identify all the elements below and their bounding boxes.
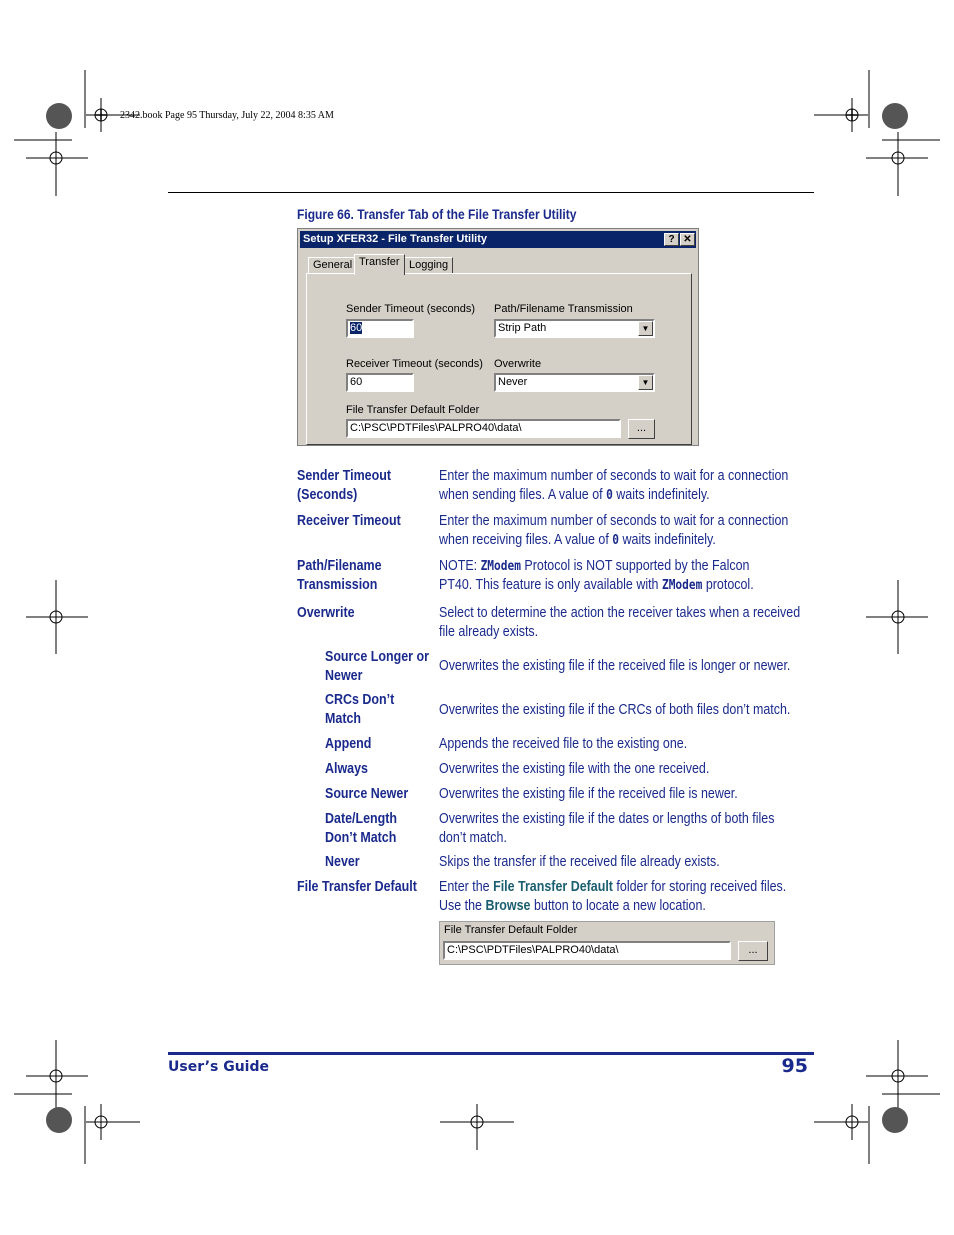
widget-browse-button[interactable]: ...: [738, 941, 768, 961]
desc-source-longer: Overwrites the existing file if the received file is longer or newer.: [439, 658, 791, 674]
desc-source-newer: Overwrites the existing file if the received file is newer.: [439, 786, 738, 802]
overwrite-label: Overwrite: [494, 358, 542, 370]
close-button[interactable]: ✕: [680, 233, 695, 246]
term-source-longer: Source Longer or Newer: [325, 649, 429, 684]
tab-transfer[interactable]: Transfer: [354, 254, 405, 275]
file-transfer-dialog: [297, 228, 699, 446]
term-source-newer: Source Newer: [325, 786, 409, 802]
desc-crcs-dont-match: Overwrites the existing file if the CRCs of both files don’t match.: [439, 702, 791, 718]
help-button[interactable]: ?: [664, 233, 679, 246]
path-transmission-label: Path/Filename Transmission: [494, 303, 633, 315]
footer-guide-title: User’s Guide: [168, 1059, 269, 1075]
overwrite-select[interactable]: Never ▼: [494, 373, 655, 392]
sender-timeout-label: Sender Timeout (seconds): [346, 303, 476, 315]
receiver-timeout-label: Receiver Timeout (seconds): [346, 358, 483, 370]
desc-sender-timeout: Enter the maximum number of seconds to wait for a connection when sending files. A value of 0 waits indefinitely.: [439, 468, 789, 503]
page-number: 95: [781, 1055, 808, 1077]
term-file-transfer-default: File Transfer Default: [297, 879, 417, 895]
desc-receiver-timeout: Enter the maximum number of seconds to wait for a connection when receiving files. A value of 0 waits indefinitely.: [439, 513, 789, 548]
dialog-title: Setup XFER32 - File Transfer Utility: [303, 233, 487, 245]
desc-file-transfer-default: Enter the File Transfer Default folder for storing received files. Use the Browse button to locate a new location.: [439, 879, 787, 914]
chevron-down-icon[interactable]: ▼: [638, 375, 653, 390]
top-rule: [168, 192, 814, 193]
term-sender-timeout: Sender Timeout (Seconds): [297, 468, 392, 503]
tab-general[interactable]: General: [308, 257, 357, 274]
chevron-down-icon[interactable]: ▼: [638, 321, 653, 336]
desc-never: Skips the transfer if the received file already exists.: [439, 854, 720, 870]
desc-date-length: Overwrites the existing file if the dates or lengths of both files don’t match.: [439, 811, 775, 846]
default-folder-widget: [439, 921, 775, 965]
term-never: Never: [325, 854, 360, 870]
path-transmission-select[interactable]: Strip Path ▼: [494, 319, 655, 338]
term-always: Always: [325, 761, 368, 777]
dialog-titlebar: [300, 231, 696, 248]
figure-caption: Figure 66. Transfer Tab of the File Transfer Utility: [297, 206, 577, 222]
desc-path-transmission: NOTE: ZModem Protocol is NOT supported by the Falcon PT40. This feature is only available with ZModem protocol.: [439, 558, 754, 593]
widget-folder-label: File Transfer Default Folder: [444, 924, 578, 936]
term-date-length: Date/Length Don’t Match: [325, 811, 398, 846]
term-receiver-timeout: Receiver Timeout: [297, 513, 401, 529]
term-path-transmission: Path/Filename Transmission: [297, 558, 382, 593]
browse-button[interactable]: ...: [628, 419, 655, 439]
term-overwrite: Overwrite: [297, 605, 355, 621]
default-folder-label: File Transfer Default Folder: [346, 404, 480, 416]
desc-overwrite: Select to determine the action the receiver takes when a received file already exists.: [439, 605, 801, 640]
default-folder-input[interactable]: C:\PSC\PDTFiles\PALPRO40\data\: [346, 419, 621, 438]
desc-always: Overwrites the existing file with the one received.: [439, 761, 710, 777]
print-header: 2342.book Page 95 Thursday, July 22, 2004 8:35 AM: [120, 110, 334, 121]
sender-timeout-input[interactable]: 60: [346, 319, 414, 338]
footer-rule: [168, 1052, 814, 1055]
term-append: Append: [325, 736, 372, 752]
term-crcs-dont-match: CRCs Don’t Match: [325, 692, 395, 727]
desc-append: Appends the received file to the existing one.: [439, 736, 688, 752]
tab-logging[interactable]: Logging: [404, 257, 453, 274]
receiver-timeout-input[interactable]: 60: [346, 373, 414, 392]
widget-folder-input[interactable]: C:\PSC\PDTFiles\PALPRO40\data\: [443, 941, 731, 960]
